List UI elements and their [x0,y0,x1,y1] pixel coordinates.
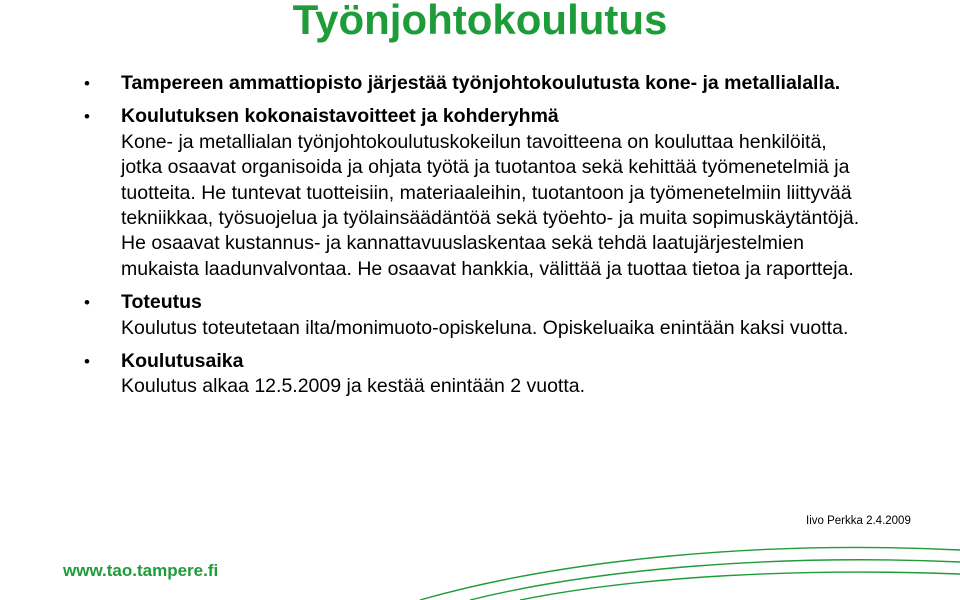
bullet-dot: • [84,352,90,372]
bullet-dot: • [84,293,90,313]
bullet-item [70,104,870,282]
bullet-heading: Koulutuksen kokonaistavoitteet ja kohderyhmä [121,105,559,128]
bullet-list [70,71,870,408]
bullet-heading: Koulutusaika [121,350,244,373]
bullet-item [70,290,870,341]
bullet-heading: Toteutus [121,291,202,314]
author-date: Iivo Perkka 2.4.2009 [806,515,911,527]
bullet-item [70,349,870,400]
footer-website-link[interactable]: www.tao.tampere.fi [63,561,219,580]
bullet-body: Kone- ja metallialan työnjohtokoulutuskokeilun tavoitteena on kouluttaa henkilöitä, jotka osaavat organisoida ja ohjata työtä ja tuotantoa sekä kehittää työmenetelmiä ja tuotteita. He tuntevat tuotteisiin, materiaaleihin, tuotantoon ja työmenetelmiin liittyvää tekniikkaa, työsuojelua ja työlainsäädäntöä sekä työehto- ja muita sopimuskäytäntöjä. He osaavat kustannus- ja kannattavuuslaskentaa sekä tehdä laatujärjestelmien mukaista laadunvalvontaa. He osaavat hankkia, välittää ja tuottaa tietoa ja raportteja. [121,130,860,280]
slide-title: Työnjohtokoulutus [292,0,668,43]
bullet-heading: Tampereen ammattiopisto järjestää työnjohtokoulutusta kone- ja metallialalla. [121,72,841,94]
bullet-body: Koulutus alkaa 12.5.2009 ja kestää enintään 2 vuotta. [121,375,586,398]
bullet-body: Koulutus toteutetaan ilta/monimuoto-opiskeluna. Opiskeluaika enintään kaksi vuotta. [121,316,849,339]
bullet-dot: • [84,107,90,127]
bullet-dot: • [84,74,90,93]
bullet-item [70,71,870,96]
footer-wave-decoration [0,520,960,600]
